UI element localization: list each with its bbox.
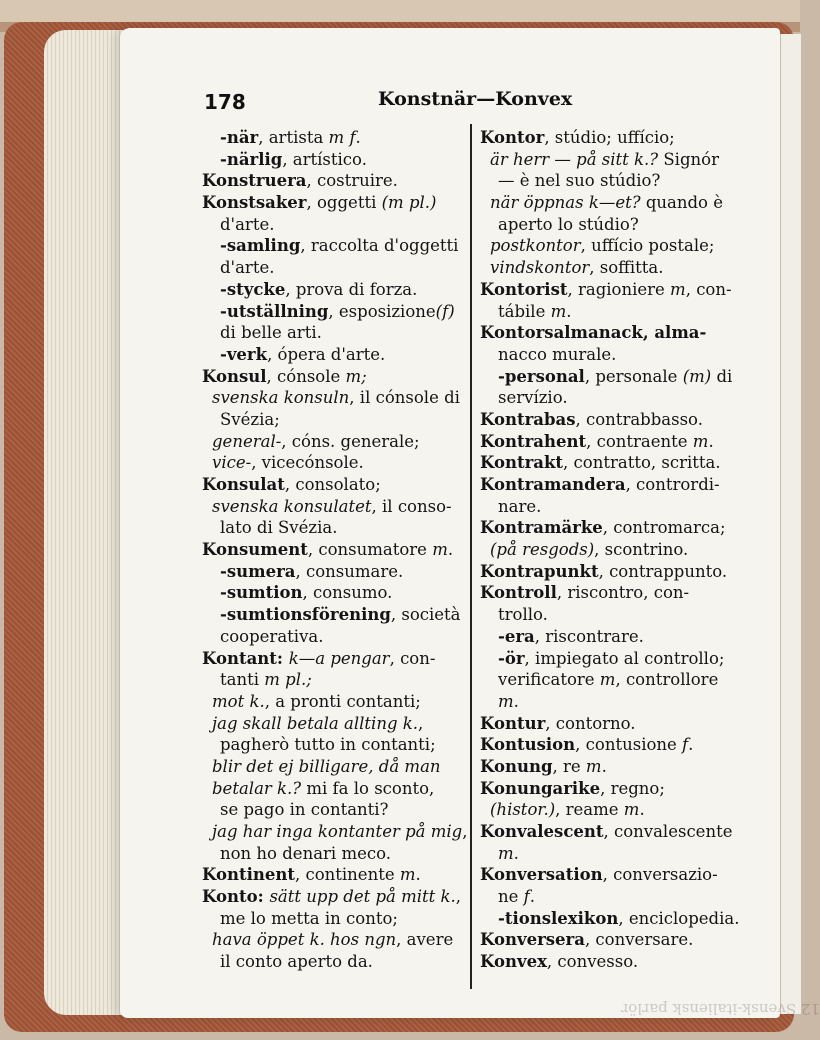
definition-text: , reame xyxy=(555,800,624,820)
entry-line xyxy=(480,756,746,778)
headword: Kontor xyxy=(480,128,545,147)
headword: Konsument xyxy=(202,540,308,560)
entry-line xyxy=(480,626,746,648)
definition-text: , contorno. xyxy=(545,713,636,733)
entry-line xyxy=(202,214,464,236)
next-page-edge xyxy=(780,34,801,1014)
right-column xyxy=(480,127,746,973)
definition-text: di belle arti. xyxy=(220,323,322,343)
example-text: m f xyxy=(328,128,356,147)
definition-text: , artístico. xyxy=(282,149,367,169)
entry-line xyxy=(202,799,464,821)
entry-line xyxy=(202,496,464,518)
entry-line xyxy=(480,257,746,279)
running-head: Konstnär—Konvex xyxy=(378,88,573,110)
left-column xyxy=(202,127,468,973)
definition-text: ne xyxy=(498,887,524,907)
definition-text: . xyxy=(355,128,361,147)
entry-line xyxy=(480,474,746,496)
definition-text: , xyxy=(455,887,462,907)
entry-line xyxy=(480,431,746,453)
example-text: m pl.; xyxy=(264,670,312,690)
example-text: blir det ej billigare, då man xyxy=(212,756,441,776)
headword: Konvalescent xyxy=(480,822,604,841)
entry-line xyxy=(480,778,746,800)
headword: Kontroll xyxy=(480,583,557,603)
headword: -sumtionsförening xyxy=(220,605,391,625)
example-text: vindskontor xyxy=(490,258,590,278)
entry-line xyxy=(202,756,464,778)
definition-text: . xyxy=(447,540,454,560)
example-text: m xyxy=(599,670,616,690)
definition-text: , re xyxy=(552,756,586,776)
definition-text: me lo metta in conto; xyxy=(220,908,398,928)
definition-text: , xyxy=(462,822,468,841)
dictionary-page xyxy=(120,28,820,1018)
example-text: när öppnas k—et? xyxy=(490,193,641,213)
entry-line xyxy=(480,821,746,843)
example-text: f xyxy=(682,735,689,755)
entry-line xyxy=(202,929,464,951)
definition-text: tábile xyxy=(498,301,551,321)
definition-text: , avere xyxy=(396,930,454,950)
entry-line xyxy=(480,344,746,366)
column-divider xyxy=(470,124,472,989)
headword: -när xyxy=(220,128,259,147)
definition-text: , impiegato al controllo; xyxy=(524,648,725,668)
definition-text: , soffitta. xyxy=(589,258,664,278)
entry-line xyxy=(202,691,464,713)
definition-text: . xyxy=(639,800,645,820)
entry-line xyxy=(480,496,746,518)
entry-line xyxy=(202,864,464,886)
definition-text: , ópera d'arte. xyxy=(267,344,386,364)
headword: Konsul xyxy=(202,366,267,386)
definition-text: . xyxy=(688,735,694,755)
headword: Konungarike xyxy=(480,778,601,798)
entry-line xyxy=(480,192,746,214)
entry-line xyxy=(480,539,746,561)
entry-line xyxy=(480,301,746,323)
entry-line xyxy=(480,582,746,604)
entry-line xyxy=(202,561,464,583)
entry-line xyxy=(202,843,464,865)
definition-text: , a pronti contanti; xyxy=(264,691,421,711)
example-text: m xyxy=(498,843,514,863)
definition-text: d'arte. xyxy=(220,258,275,278)
definition-text: , controllore xyxy=(615,670,719,690)
example-text: (m) xyxy=(682,366,712,386)
definition-text: , prova di forza. xyxy=(285,279,418,299)
entry-line xyxy=(202,170,464,192)
entry-line xyxy=(480,929,746,951)
definition-text: . xyxy=(529,887,535,907)
example-text: (på resgods) xyxy=(490,540,595,560)
entry-line xyxy=(480,366,746,388)
definition-text: Signór xyxy=(658,149,719,169)
example-text: vice- xyxy=(212,453,252,473)
definition-text: aperto lo stúdio? xyxy=(498,214,639,234)
headword: -verk xyxy=(220,344,268,364)
entry-line xyxy=(202,431,464,453)
headword: Konversera xyxy=(480,930,585,950)
example-text: (histor.) xyxy=(490,800,556,820)
definition-text: . xyxy=(708,431,714,451)
headword: Konversation xyxy=(480,865,603,885)
definition-text: , il conso- xyxy=(371,496,452,516)
entry-line xyxy=(202,517,464,539)
entry-line xyxy=(480,604,746,626)
definition-text: d'arte. xyxy=(220,214,275,234)
definition-text: . xyxy=(601,756,607,776)
definition-text: , conversare. xyxy=(584,930,694,950)
entry-line xyxy=(480,517,746,539)
entry-line xyxy=(480,734,746,756)
definition-text: , consolato; xyxy=(284,475,381,494)
definition-text: , xyxy=(418,713,424,733)
headword: Konstsaker xyxy=(202,193,307,213)
entry-line xyxy=(480,908,746,930)
entry-line xyxy=(480,452,746,474)
example-text: hava öppet k. hos ngn xyxy=(212,930,397,950)
entry-line xyxy=(202,713,464,735)
entry-line xyxy=(480,387,746,409)
entry-line xyxy=(202,582,464,604)
definition-text: , con- xyxy=(685,279,732,299)
example-text: general- xyxy=(212,431,282,451)
definition-text: , contusione xyxy=(575,735,683,755)
example-text: svenska konsuln xyxy=(212,388,350,408)
entry-line xyxy=(202,474,464,496)
definition-text: , cónsole xyxy=(266,366,346,386)
example-text: (f) xyxy=(435,301,455,321)
entry-line xyxy=(202,257,464,279)
example-text: är herr — på sitt k.? xyxy=(490,149,659,169)
headword: Konung xyxy=(480,756,553,776)
definition-text: cooperativa. xyxy=(220,626,324,646)
definition-text: , con- xyxy=(389,648,436,668)
definition-text: , cóns. generale; xyxy=(281,431,420,451)
definition-text: quando è xyxy=(640,193,723,213)
definition-text: Svézia; xyxy=(220,409,280,429)
definition-text: . xyxy=(513,843,519,863)
definition-text: , raccolta d'oggetti xyxy=(300,236,459,256)
entry-line xyxy=(480,322,746,344)
entry-line xyxy=(202,452,464,474)
example-text: m; xyxy=(345,366,367,386)
headword: -sumera xyxy=(220,561,296,581)
definition-text: , società xyxy=(390,605,461,625)
definition-text: se pago in contanti? xyxy=(220,800,389,820)
headword: Kontrakt xyxy=(480,453,564,473)
definition-text: , contrordi- xyxy=(625,475,720,494)
headword: Kontusion xyxy=(480,735,576,755)
example-text: svenska konsulatet xyxy=(212,496,372,516)
headword: -ör xyxy=(498,648,525,668)
headword: Kontur xyxy=(480,713,546,733)
headword: -utställning xyxy=(220,301,329,321)
definition-text: , consumatore xyxy=(307,540,433,560)
headword: Konvex xyxy=(480,952,547,972)
entry-line xyxy=(202,149,464,171)
entry-line xyxy=(202,366,464,388)
example-text: m xyxy=(585,756,602,776)
entry-line xyxy=(480,669,746,691)
headword: -stycke xyxy=(220,279,286,299)
definition-text: non ho denari meco. xyxy=(220,843,391,863)
headword: Konsulat xyxy=(202,475,285,494)
entry-line xyxy=(480,951,746,973)
definition-text: — è nel suo stúdio? xyxy=(498,171,661,191)
entry-line xyxy=(202,669,464,691)
definition-text: , consumare. xyxy=(295,561,404,581)
definition-text: , contrabbasso. xyxy=(575,409,703,429)
definition-text: , ragioniere xyxy=(567,279,671,299)
example-text: m xyxy=(623,800,640,820)
definition-text: , contromarca; xyxy=(602,518,726,538)
definition-text: . xyxy=(415,865,421,885)
headword: Kontorsalmanack, alma- xyxy=(480,323,707,343)
entry-line xyxy=(202,344,464,366)
entry-line xyxy=(202,322,464,344)
definition-text: nacco murale. xyxy=(498,344,617,364)
definition-text: . xyxy=(513,691,519,711)
definition-text: , riscontrare. xyxy=(534,626,644,646)
definition-text: mi fa lo sconto, xyxy=(301,778,435,798)
bleed-through-text: 12 Svensk-italiensk parlör xyxy=(621,1000,820,1018)
example-text: m xyxy=(550,301,567,321)
definition-text: trollo. xyxy=(498,605,548,625)
definition-text: , costruire. xyxy=(306,171,398,191)
definition-text: nare. xyxy=(498,496,542,516)
entry-line xyxy=(202,951,464,973)
entry-line xyxy=(202,821,468,843)
headword: Kontrapunkt xyxy=(480,561,599,581)
page-number: 178 xyxy=(204,90,246,114)
example-text: sätt upp det på mitt k. xyxy=(269,887,456,907)
entry-line xyxy=(480,864,746,886)
example-text: f xyxy=(523,887,530,907)
headword: -personal xyxy=(498,366,585,386)
headword: Konstruera xyxy=(202,171,307,191)
example-text: m xyxy=(670,279,686,299)
definition-text: . xyxy=(566,301,572,321)
definition-text: , convesso. xyxy=(546,952,639,972)
definition-text: , convalescente xyxy=(603,822,733,841)
definition-text: , conversazio- xyxy=(602,865,718,885)
definition-text: , vicecónsole. xyxy=(251,453,364,473)
definition-text: , stúdio; uffício; xyxy=(544,128,675,147)
definition-text: , personale xyxy=(584,366,683,386)
definition-text: , regno; xyxy=(600,778,665,798)
example-text: mot k. xyxy=(212,691,265,711)
entry-line xyxy=(202,301,464,323)
example-text: postkontor xyxy=(490,236,581,256)
definition-text: , continente xyxy=(294,865,400,885)
entry-line xyxy=(202,539,464,561)
entry-line xyxy=(480,648,746,670)
headword: -närlig xyxy=(220,149,283,169)
entry-line xyxy=(480,886,746,908)
entry-line xyxy=(202,908,464,930)
entry-line xyxy=(202,648,464,670)
entry-line xyxy=(480,214,746,236)
headword: Kontant: xyxy=(202,648,289,668)
example-text: k—a pengar xyxy=(288,648,390,668)
entry-line xyxy=(202,409,464,431)
entry-line xyxy=(202,604,464,626)
definition-text: , contrappunto. xyxy=(598,561,728,581)
entry-line xyxy=(480,843,746,865)
definition-text: verificatore xyxy=(498,670,600,690)
definition-text: , contratto, scritta. xyxy=(563,453,721,473)
entry-line xyxy=(480,561,746,583)
entry-line xyxy=(480,691,746,713)
definition-text: , esposizione xyxy=(328,301,436,321)
definition-text: il conto aperto da. xyxy=(220,952,373,972)
example-text: m xyxy=(498,691,514,711)
headword: Kontrabas xyxy=(480,409,576,429)
example-text: jag har inga kontanter på mig xyxy=(212,822,463,841)
example-text: m xyxy=(399,865,416,885)
headword: Kontinent xyxy=(202,865,295,885)
entry-line xyxy=(202,192,464,214)
headword: -samling xyxy=(220,236,301,256)
entry-line xyxy=(480,279,746,301)
headword: -era xyxy=(498,626,535,646)
example-text: betalar k.? xyxy=(212,778,302,798)
entry-line xyxy=(202,626,464,648)
example-text: m xyxy=(692,431,709,451)
entry-line xyxy=(202,886,464,908)
entry-line xyxy=(202,235,464,257)
definition-text: , contraente xyxy=(586,431,693,451)
entry-line xyxy=(480,713,746,735)
definition-text: , artista xyxy=(258,128,329,147)
entry-line xyxy=(202,127,464,149)
definition-text: pagherò tutto in contanti; xyxy=(220,735,436,755)
entry-line xyxy=(202,778,464,800)
definition-text: , consumo. xyxy=(302,583,393,603)
headword: Kontramärke xyxy=(480,518,603,538)
definition-text: , enciclopedia. xyxy=(618,908,740,928)
entry-line xyxy=(480,409,746,431)
entry-line xyxy=(480,170,746,192)
definition-text: servízio. xyxy=(498,388,568,408)
headword: -sumtion xyxy=(220,583,303,603)
definition-text: , scontrino. xyxy=(594,540,689,560)
headword: Kontramandera xyxy=(480,475,626,494)
definition-text: , il cónsole di xyxy=(349,388,460,408)
definition-text: di xyxy=(711,366,733,386)
definition-text: lato di Svézia. xyxy=(220,518,338,538)
definition-text: , riscontro, con- xyxy=(556,583,690,603)
example-text: jag skall betala allting k. xyxy=(212,713,418,733)
example-text: m xyxy=(432,540,448,560)
entry-line xyxy=(202,387,464,409)
headword: -tionslexikon xyxy=(498,908,619,928)
definition-text: tanti xyxy=(220,670,265,690)
definition-text: , oggetti xyxy=(306,193,382,213)
entry-line xyxy=(202,279,464,301)
table-surface xyxy=(0,0,800,22)
entry-line xyxy=(480,235,746,257)
entry-line xyxy=(480,127,746,149)
entry-line xyxy=(202,734,464,756)
entry-line xyxy=(480,799,746,821)
headword: Kontrahent xyxy=(480,431,587,451)
headword: Kontorist xyxy=(480,279,568,299)
definition-text: , uffício postale; xyxy=(580,236,715,256)
headword: Konto: xyxy=(202,887,270,907)
example-text: (m pl.) xyxy=(381,193,437,213)
entry-line xyxy=(480,149,746,171)
